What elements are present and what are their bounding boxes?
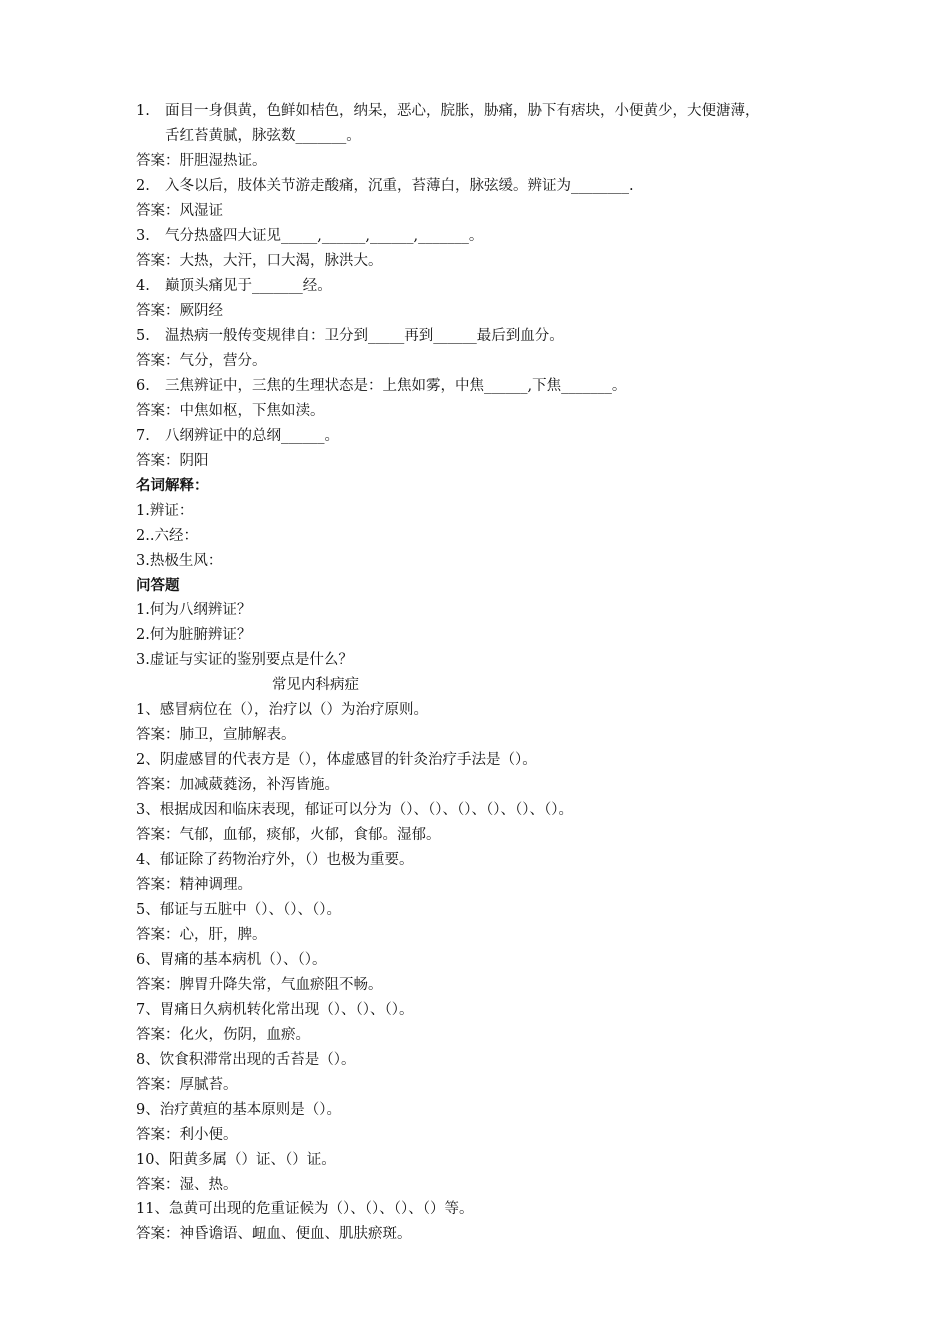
question-1-continuation: 舌红苔黄腻，脉弦数_______。 [165,128,361,144]
question-number: 6. [136,378,150,394]
question-3 [136,226,483,246]
internal-answer: 答案：气郁，血郁，痰郁，火郁，食郁。湿郁。 [136,827,441,843]
answer-5: 答案：气分，营分。 [136,353,267,369]
question-text: 巅顶头痛见于_______经。 [165,278,332,294]
question-number: 5. [136,328,150,344]
internal-answer: 答案：神昏谵语、衄血、便血、肌肤瘀斑。 [136,1226,412,1242]
question-7 [136,426,339,446]
term-item: 2..六经： [136,528,198,544]
qa-heading: 问答题 [136,577,180,594]
internal-question: 5、郁证与五脏中（）、（）、（）。 [136,902,341,918]
internal-question: 3、根据成因和临床表现，郁证可以分为（）、（）、（）、（）、（）、（）。 [136,802,573,818]
internal-answer: 答案：利小便。 [136,1127,238,1143]
term-item: 1.辨证： [136,503,194,519]
internal-answer: 答案：湿、热。 [136,1177,238,1193]
internal-answer: 答案：厚腻苔。 [136,1077,238,1093]
question-1 [136,101,760,121]
internal-answer: 答案：化火，伤阴，血瘀。 [136,1027,310,1043]
question-text: 面目一身俱黄，色鲜如桔色，纳呆，恶心，脘胀，胁痛，胁下有痞块，小便黄少，大便溏薄， [165,103,760,119]
internal-question: 4、郁证除了药物治疗外，（）也极为重要。 [136,852,414,868]
answer-2: 答案：风湿证 [136,203,223,219]
question-number: 7. [136,428,150,444]
answer-6: 答案：中焦如枢，下焦如渎。 [136,403,325,419]
answer-1: 答案：肝胆湿热证。 [136,153,267,169]
section-title: 常见内科病症 [272,677,359,693]
internal-answer: 答案：精神调理。 [136,877,252,893]
internal-question: 2、阴虚感冒的代表方是（），体虚感冒的针灸治疗手法是（）。 [136,752,537,768]
internal-question: 9、治疗黄疸的基本原则是（）。 [136,1102,341,1118]
internal-answer: 答案：肺卫，宣肺解表。 [136,727,296,743]
qa-item: 3.虚证与实证的鉴别要点是什么？ [136,652,353,668]
question-2 [136,176,634,196]
term-item: 3.热极生风： [136,553,223,569]
question-text: 三焦辨证中，三焦的生理状态是：上焦如雾，中焦______,下焦_______。 [165,378,627,394]
question-number: 2. [136,178,150,194]
question-text: 入冬以后，肢体关节游走酸痛，沉重，苔薄白，脉弦缓。辨证为________. [165,178,634,194]
question-text: 八纲辨证中的总纲______。 [165,428,339,444]
question-number: 4. [136,278,150,294]
question-number: 3. [136,228,150,244]
internal-question: 8、饮食积滞常出现的舌苔是（）。 [136,1052,356,1068]
question-text: 温热病一般传变规律自：卫分到_____再到______最后到血分。 [165,328,564,344]
question-4 [136,276,332,296]
internal-answer: 答案：加减葳蕤汤，补泻皆施。 [136,777,339,793]
internal-question: 7、胃痛日久病机转化常出现（）、（）、（）。 [136,1002,414,1018]
internal-answer: 答案：心，肝，脾。 [136,927,267,943]
answer-7: 答案：阴阳 [136,453,209,469]
answer-4: 答案：厥阴经 [136,303,223,319]
qa-item: 2.何为脏腑辨证？ [136,627,252,643]
answer-3: 答案：大热，大汗，口大渴，脉洪大。 [136,253,383,269]
question-text: 气分热盛四大证见_____,______,______,_______。 [165,228,484,244]
question-5 [136,326,564,346]
internal-question: 6、胃痛的基本病机（）、（）。 [136,952,327,968]
internal-answer: 答案：脾胃升降失常，气血瘀阻不畅。 [136,977,383,993]
terms-heading: 名词解释： [136,477,209,494]
internal-question: 11、急黄可出现的危重证候为（）、（）、（）、（）等。 [136,1201,474,1217]
internal-question: 10、阳黄多属（）证、（）证。 [136,1152,336,1168]
qa-item: 1.何为八纲辨证？ [136,602,252,618]
internal-question: 1、感冒病位在（），治疗以（）为治疗原则。 [136,702,428,718]
question-6 [136,376,626,396]
question-number: 1. [136,103,150,119]
